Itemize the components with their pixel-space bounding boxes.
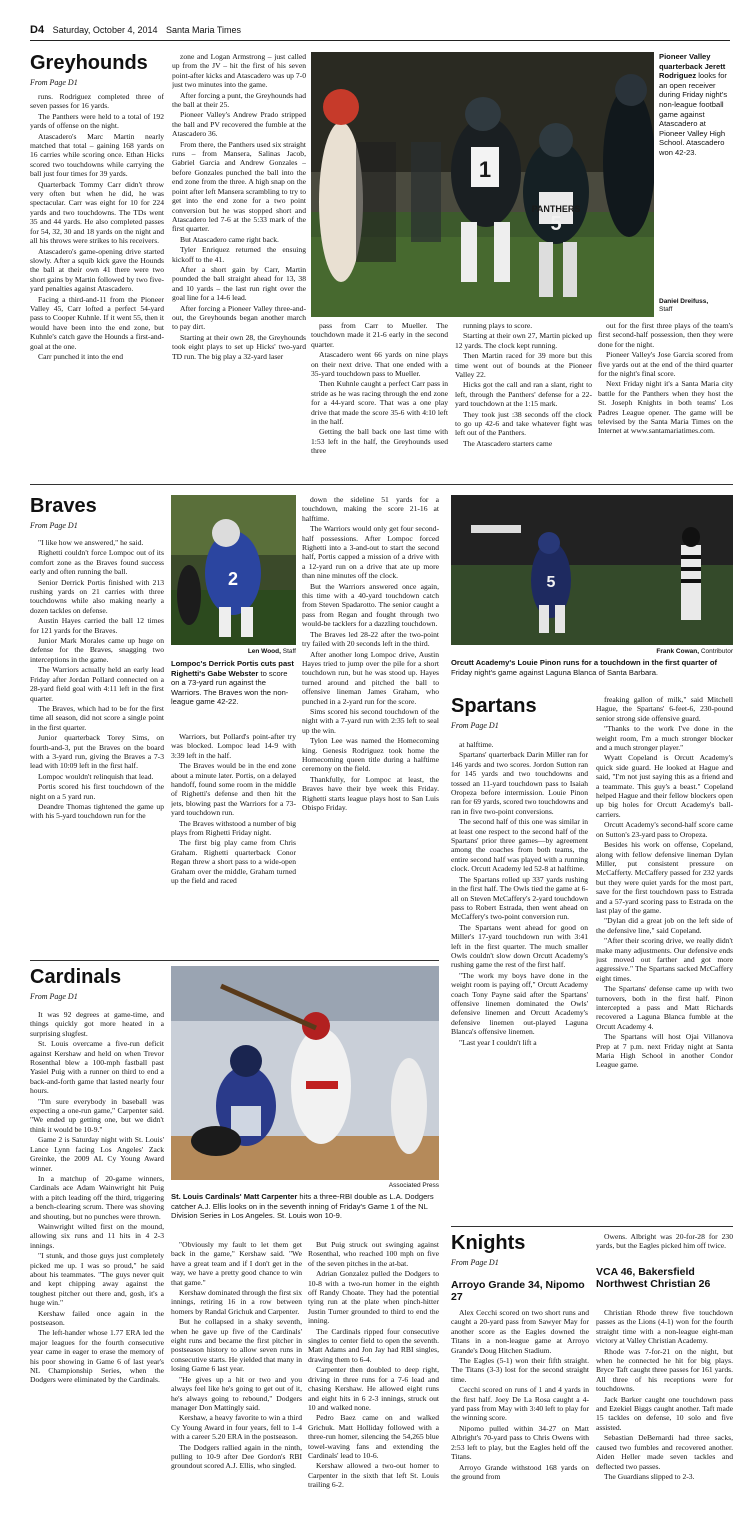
- cardinals-credit: Associated Press: [388, 1182, 439, 1189]
- paragraph: Adrian Gonzalez pulled the Dodgers to 10-8 with a two-run homer in the eighth off Randy Choate. They had the potential tying run at the plate when pinch-hitter Justin Turner grounded to third to end the inning.: [308, 1269, 439, 1326]
- spartans-headline: Spartans: [451, 695, 537, 717]
- paragraph: But Atascadero came right back.: [180, 234, 279, 244]
- knights-subhead-2: VCA 46, Bakersfield Northwest Christian 26: [596, 1266, 711, 1290]
- cardinals-photo-svg: [171, 966, 439, 1180]
- cardinals-heading: [30, 966, 165, 1007]
- paragraph: Warriors, but Pollard's point-after try was blocked. Lompoc lead 14-9 with 3:39 left in the half.: [171, 732, 296, 760]
- paragraph: Facing a third-and-11 from the Pioneer Valley 45, Carr lofted a perfect 54-yard pass to Cooper Kuhnle. If it went 55, then it would have been into the end zone, but Kuhnle's catch gave the Hounds a first-and-goal at the one.: [30, 294, 164, 351]
- paragraph: runs. Rodriguez completed three of seven passes for 16 yards.: [30, 92, 164, 111]
- paragraph: Lompoc wouldn't relinquish that lead.: [38, 771, 154, 781]
- greyhounds-col-1: [30, 92, 164, 472]
- paragraph: Arroyo Grande withstood 168 yards on the ground from: [451, 1462, 589, 1481]
- paragraph: The Warriors would only get four second-half possessions. After Lompoc forced Righetti into a 3-and-out to start the second half, Portis capped a mission of a drive with a 12-yard run on a drive that ate up more than nine minutes off the clock.: [302, 524, 439, 581]
- spartans-col-1: [451, 740, 588, 1222]
- paragraph: Starting at their own 28, the Greyhounds took eight plays to set up Hicks' two-yard TD run. The big play a 32-yard laser: [172, 332, 306, 361]
- divider: [30, 484, 733, 485]
- paragraph: After forcing a Pioneer Valley three-and-out, the Greyhounds began another march to pay dirt.: [172, 303, 306, 332]
- paragraph: Christian Rhode threw five touchdown passes as the Lions (4-1) won for the fourth straight time with a non-league eight-man victory at Valley Christian Academy.: [596, 1308, 733, 1346]
- paragraph: Pedro Baez came on and walked Grichuk. Matt Holliday followed with a three-run homer, silencing the 54,265 blue towel-waving fans and extending the Cardinals' lead to 10-6.: [308, 1413, 439, 1460]
- divider: [30, 960, 439, 961]
- paragraph: Junior Mark Morales came up huge on defense for the Braves, snagging two interceptions in the game.: [30, 636, 164, 664]
- paragraph: Nipomo pulled within 34-27 on Matt Albright's 70-yard pass to Chris Owens with 2:53 left to play, but the Eagles held off the Titans.: [451, 1423, 589, 1462]
- spartans-photo-svg: [451, 495, 733, 645]
- paragraph: Next Friday night it's a Santa Maria city battle for the Panthers when they host the St. Joseph Knights in both teams' Los Padres League opener. The game will be televised by the Santa Maria Times on the Internet at www.santamariatimes.com.: [598, 379, 733, 436]
- cardinals-col-2: [171, 1240, 302, 1514]
- paragraph: Wyatt Copeland is Orcutt Academy's quick side guard. He looked at Hague and said, "I'm not just saying this as a friend and a teammate. This guy's a beast." Copeland helped Hague and their fellow blockers open up big holes for Orcutt Academy's ball-carriers.: [596, 753, 733, 819]
- paragraph: "Dylan did a great job on the left side of the defensive line," said Copeland.: [596, 916, 733, 935]
- paragraph: But the Warriors answered once again, this time with a 40-yard touchdown catch from Steven Spadarotto. The senior caught a pass from Regan and fought through two would-be tacklers for a dazzling touchdown.: [302, 581, 439, 629]
- jersey-team-text: PANTHERS: [531, 204, 581, 214]
- paragraph: Spartans' quarterback Darin Miller ran for 146 yards and two scores. Jordon Sutton ran for 145 yards and two touchdowns and tossed an 11-yard touchdown pass to Isaiah Oropeza before intermission. Louie Pinon ran for 69 yards, scored two touchdowns and ran in five two-point conversions.: [451, 750, 588, 816]
- greyhounds-credit-org: Staff: [659, 306, 673, 313]
- paragraph: Atascadero went 66 yards on nine plays on their next drive. That one ended with a 35-yard touchdown pass to Mueller.: [311, 350, 448, 379]
- paragraph: The Atascadero starters came: [463, 438, 553, 448]
- paragraph: pass from Carr to Mueller. The touchdown made it 21-6 early in the second quarter.: [311, 321, 448, 349]
- jersey-number-1: 1: [478, 157, 492, 182]
- greyhounds-headline: Greyhounds: [30, 52, 148, 74]
- braves-col-1: [30, 538, 164, 958]
- paragraph: zone and Logan Armstrong – just called up from the JV – hit the first of his seven point-after kicks and Atascadero was up 7-0 just two minutes into the game.: [172, 52, 306, 90]
- paragraph: The Braves led 28-22 after the two-point try failed with 20 seconds left in the third.: [302, 629, 439, 649]
- greyhounds-caption: [659, 52, 733, 158]
- paragraph: Sims scored his second touchdown of the night with a 7-yard run with 2:35 left to seal up the win.: [302, 706, 439, 735]
- spartans-jersey: 5: [546, 574, 556, 591]
- braves-credit: [171, 648, 296, 655]
- paragraph: The Braves, which had to be for the first time all season, did not score a single point in the first quarter.: [30, 703, 164, 732]
- paragraph: Portis scored his first touchdown of the night on a 5 yard run.: [30, 782, 164, 801]
- paragraph: Orcutt Academy's second-half score came on Sutton's 23-yard pass to Oropeza.: [596, 820, 733, 839]
- paragraph: Righetti couldn't force Lompoc out of its comfort zone as the Braves found success early and often running the ball.: [30, 548, 164, 577]
- spartans-credit: [451, 648, 733, 655]
- paragraph: "Thanks to the work I've done in the weight room, I'm a much stronger blocker and a much stronger player.": [596, 724, 733, 753]
- paragraph: Owens. Albright was 20-for-28 for 230 yards, but the Eagles picked him off twice.: [596, 1232, 733, 1251]
- spartans-caption-text: Friday night's game against Laguna Blanca of Santa Barbara.: [451, 667, 659, 677]
- spartans-jump: From Page D1: [451, 721, 499, 730]
- paragraph: Austin Hayes carried the ball 12 times for 121 yards for the Braves.: [30, 616, 164, 635]
- paragraph: The Spartans will host Ojai Villanova Prep at 7 p.m. next Friday night at Santa Maria High School in another Condor League game.: [596, 1032, 733, 1070]
- paragraph: Atascadero's game-opening drive started slowly. After a squib kick gave the Hounds the ball at their own 41 there were two short gains by Martin followed by two five-yard penalties against Atascadero.: [30, 246, 164, 294]
- paragraph: The first big play came from Chris Graham. Righetti quarterback Conor Regan threw a short pass to a wide-open Graham over the middle, Graham turned up the field and raced: [171, 838, 296, 886]
- cardinals-caption: [171, 1192, 439, 1221]
- paragraph: Kershaw, a heavy favorite to win a third Cy Young Award in four years, fell to 1-4 with a career 5.20 ERA in the postseason.: [171, 1413, 302, 1442]
- page-number: D4: [30, 24, 45, 36]
- paragraph: Wainwright wilted first on the mound, allowing six runs and 11 hits in 4 2-3 innings.: [30, 1221, 164, 1250]
- paragraph: Sebastian DeBernardi had three sacks, caused two fumbles and recovered another. Aiden Heller made seven tackles and deflected two passes.: [596, 1433, 733, 1471]
- paragraph: "I'm sure everybody in baseball was expecting a one-run game," Carpenter said. "We ended up getting one, but we didn't think it would be 10-9.": [30, 1096, 164, 1134]
- knights-heading: [451, 1232, 591, 1273]
- paragraph: "Last year I couldn't lift a: [459, 1037, 537, 1047]
- paragraph: The left-hander whose 1.77 ERA led the major leagues for the fourth consecutive year came in eager to erase the memory of his poor showing in Game 6 of last year's NL Championship Series, when the Dodgers were eliminated by the Cardinals.: [30, 1328, 164, 1385]
- paragraph: It was 92 degrees at game-time, and things quickly got more heated in a surprising slugfest.: [30, 1010, 164, 1038]
- greyhounds-heading: [30, 52, 165, 93]
- paper-name: Santa Maria Times: [166, 25, 242, 35]
- knights-sub2-wrap: [596, 1262, 733, 1296]
- paragraph: After forcing a punt, the Greyhounds had the ball at their 25.: [172, 90, 306, 110]
- braves-caption-bold: Lompoc's Derrick Portis cuts past Righetti's Gabe Webster: [171, 659, 294, 678]
- paragraph: out for the first three plays of the team's first second-half possession, then they were done for the night.: [598, 321, 733, 349]
- paragraph: Game 2 is Saturday night with St. Louis' Lance Lynn facing Los Angeles' Zack Greinke, the 2009 AL Cy Young Award winner.: [30, 1135, 164, 1173]
- paragraph: Deandre Thomas tightened the game up with his 5-yard touchdown run for the: [30, 801, 164, 821]
- paragraph: Rhode was 7-for-21 on the night, but when he connected he hit for big plays. Bryce Taft caught three passes for 161 yards. All three of his receptions were for touchdowns.: [596, 1346, 733, 1394]
- paragraph: The Braves withstood a number of big plays from Righetti Friday night.: [171, 818, 296, 838]
- paragraph: Kershaw dominated through the first six innings, retiring 16 in a row between homers by Randal Grichuk and Carpenter.: [171, 1288, 302, 1316]
- divider: [451, 1226, 733, 1227]
- spartans-credit-org: Contributor: [700, 648, 733, 655]
- cardinals-headline: Cardinals: [30, 966, 122, 988]
- paragraph: The Dodgers rallied again in the ninth, pulling to 10-9 after Dee Gordon's RBI groundout scored A.J. Ellis, who singled.: [171, 1442, 302, 1471]
- paragraph: The second half of this one was similar in at least one respect to the second half of the Spartans' prior three games—by agreement among the coaches from both teams, the entire second half was played with a running clock. Orcutt Academy led 52-8 at halftime.: [451, 817, 588, 874]
- paragraph: Tyler Enriquez returned the ensuing kickoff to the 41.: [172, 245, 306, 264]
- greyhounds-col-3: [311, 321, 448, 476]
- knights-col-2: [596, 1308, 733, 1514]
- paragraph: Junior quarterback Torey Sims, on fourth-and-3, put the Braves on the board with a 3-yard run, giving the Braves a 7-3 lead with 10:09 left in the first half.: [30, 733, 164, 771]
- braves-col-3: [302, 495, 439, 958]
- greyhounds-col-4: [455, 321, 592, 476]
- paragraph: running plays to score.: [463, 321, 533, 330]
- braves-col-2: [171, 732, 296, 958]
- paragraph: "I like how we answered," he said.: [38, 538, 144, 547]
- braves-caption: [171, 659, 296, 707]
- cardinals-col-1: [30, 1010, 164, 1514]
- paragraph: freaking gallon of milk," said Mitchell Hague, the Spartans' 6-feet-6, 230-pound senior strong side offensive guard.: [596, 695, 733, 723]
- cardinals-jump: From Page D1: [30, 992, 78, 1001]
- paragraph: Besides his work on offense, Copeland, along with fellow defensive lineman Dylan Miller, put consistent pressure on McCafferty. McCaffery passed for 232 yards but they were quiet yards for the most part, save for the first touchdown pass to Estrada and a 57-yard scoring pass to Estrada on the last play of the game.: [596, 840, 733, 915]
- paragraph: After a short gain by Carr, Martin pounded the ball straight ahead for 13, 38 and 10 yards – the last run right over the goal line for a 14-6 lead.: [172, 264, 306, 303]
- paragraph: Pioneer Valley's Andrew Prado stripped the ball and PV recovered the fumble at the Atascadero 36.: [172, 110, 306, 139]
- spartans-photo: [451, 495, 733, 645]
- knights-subhead-1: Arroyo Grande 34, Nipomo 27: [451, 1279, 585, 1303]
- spartans-col-2: [596, 695, 733, 1222]
- paragraph: Getting the ball back one last time with 1:53 left in the half, the Greyhounds used three: [311, 427, 448, 456]
- paragraph: Alex Cecchi scored on two short runs and caught a 20-yard pass from Sawyer May for another score as the Eagles downed the Titans in a non-league game at Arroyo Grande's Doug Hitchen Stadium.: [451, 1308, 589, 1355]
- paragraph: Kershaw allowed a two-out homer to Carpenter in the sixth that left St. Louis trailing 6-2.: [308, 1461, 439, 1490]
- greyhounds-credit: [659, 298, 733, 314]
- paragraph: From there, the Panthers used six straight runs – from Mansera, Salinas Jacob, Gabriel Garcia and Andrew Gonzales – before Gonzales punched the ball into the end zone from the three. A high snap on the point after left Mansera scrambling to try to get into the end zone for a two point conversion but he was stopped short and Atascadero led 7-6 at the 5:33 mark of the first quarter.: [172, 139, 306, 234]
- paragraph: Starting at their own 27, Martin picked up 12 yards. The clock kept running.: [455, 331, 592, 350]
- braves-heading: [30, 495, 165, 536]
- paragraph: "The work my boys have done in the weight room is paying off," Orcutt Academy coach Tony Payne said after the Spartans' offensive linemen dominated the Owls' defensive linemen and Orcutt Academy's defensive linemen out-played Laguna Blanca's offensive linemen.: [451, 970, 588, 1037]
- paragraph: Carr punched it into the end: [38, 351, 123, 361]
- paragraph: "Obviously my fault to let them get back in the game," Kershaw said. "We have a great team and if I don't get in the way, we have a pretty good chance to win that game.": [171, 1240, 302, 1287]
- paragraph: After another long Lompoc drive, Austin Hayes tried to jump over the pile for a short touchdown run, but he was stood up. Hayes turned around and pitched the ball to offensive lineman James Graham, who punched in a 2-yard run for the score.: [302, 649, 439, 706]
- greyhounds-jump: From Page D1: [30, 78, 78, 87]
- greyhounds-caption-bold: Pioneer Valley quarterback Jerett Rodriguez: [659, 52, 726, 81]
- paragraph: The Spartans went ahead for good on Miller's 17-yard touchdown run with 3:41 left in the first quarter. The much smaller Owls couldn't slow down Orcutt Academy's rushing game the rest of the first half.: [451, 922, 588, 970]
- paragraph: "He gives up a hit or two and you always feel like he's going to get out of it, he's always going to rebound," Dodgers manager Don Mattingly said.: [171, 1374, 302, 1412]
- paragraph: Atascadero's Marc Martin nearly matched that total – gaining 168 yards on 16 carries while scoring once. Ethan Hicks scored two touchdowns while carrying the ball just four times for 39 yards.: [30, 131, 164, 179]
- paragraph: The Braves would be in the end zone about a minute later. Portis, on a delayed handoff, found some room in the middle of Righetti's defense and then hit the jets, blowing past the Warriors for a 73-yard touchdown run.: [171, 761, 296, 818]
- spartans-heading: [451, 695, 591, 736]
- braves-headline: Braves: [30, 495, 97, 517]
- spartans-caption: [451, 658, 733, 677]
- paragraph: The Spartans' defense came up with two turnovers, both in the first half. Pinon intercepted a pass and Matt Richards recovered a Laguna Blanca fumble at the Orcutt Academy 4.: [596, 984, 733, 1031]
- spartans-caption-bold: Orcutt Academy's Louie Pinon runs for a touchdown in the first quarter of: [451, 658, 718, 667]
- paragraph: "I stunk, and those guys just completely picked me up. I was so proud," he said about his teammates. "The guys never quit and kept chipping away against the toughest pitcher out there and, gosh, it's a huge win.": [30, 1251, 164, 1308]
- paragraph: St. Louis overcame a five-run deficit against Kershaw and held on when Trevor Rosenthal blew a 100-mph fastball past Yasiel Puig with a runner on third to end a back-and-forth game that lasted nearly four hours.: [30, 1039, 164, 1096]
- paragraph: The Spartans rolled up 337 yards rushing in the first half. The Owls tied the game at 6-all on Steven McCaffery's 2-yard touchdown pass to Robert Estrada, then went ahead on McCaffery's two-point conversion run.: [451, 874, 588, 922]
- paragraph: But he collapsed in a shaky seventh, when he gave up five of the Cardinals' eight runs and became the first pitcher in postseason history to allow seven runs in consecutive starts. He yielded that many in losing Game 6 last year.: [171, 1317, 302, 1374]
- cardinals-photo: [171, 966, 439, 1180]
- braves-jump: From Page D1: [30, 521, 78, 530]
- braves-caption-text: to score on a 73-yard run against the Warriors. The Braves won the non-league game 42-22.: [171, 668, 289, 707]
- paragraph: Tylon Lee was named the Homecoming king. Genesis Rodriguez took home the Homecoming queen title during a halftime ceremony on the field.: [302, 736, 439, 774]
- paragraph: Thankfully, for Lompoc at least, the Braves have their bye week this Friday. Righetti starts league plays host to San Luis Obispo Friday.: [302, 774, 439, 812]
- greyhounds-credit-name: Daniel Dreifuss,: [659, 298, 709, 305]
- paragraph: "After their scoring drive, we really didn't make many adjustments. Our defensive ends just moved out farther and got more aggressive." The Spartans sacked McCaffery eight times.: [596, 936, 733, 983]
- cardinals-caption-bold: St. Louis Cardinals' Matt Carpenter: [171, 1192, 298, 1201]
- knights-col-2-top: [596, 1232, 733, 1260]
- football-photo-svg: [311, 52, 654, 317]
- paragraph: Carpenter then doubled to deep right, driving in three runs for a 7-6 lead and chasing Kershaw. He allowed eight runs and eight hits in 6 2-3 innings, struck out 10 and walked none.: [308, 1365, 439, 1412]
- paragraph: The Warriors actually held an early lead Friday after Jordan Pollard connected on a 28-yard field goal with 4:11 left in the first quarter.: [30, 665, 164, 703]
- braves-jersey: 2: [227, 569, 239, 589]
- cardinals-col-3: [308, 1240, 439, 1514]
- paragraph: Cecchi scored on runs of 1 and 4 yards in the first half. Joey De La Rosa caught a 4-yard pass from May with 3:40 left to play for the winning score.: [451, 1385, 589, 1423]
- paragraph: Senior Derrick Portis finished with 213 rushing yards on 21 carries with three touchdowns while also making nearly a dozen tackles on defense.: [30, 577, 164, 615]
- spartans-credit-name: Frank Cowan,: [656, 648, 700, 655]
- greyhounds-photo: [311, 52, 654, 317]
- knights-sub1-wrap: [451, 1275, 589, 1309]
- paragraph: Quarterback Tommy Carr didn't throw very often but when he did, he was spectacular. Carr was eight for 10 for 224 yards and two touchdowns. The TDs went 35 and 44 yards. He also completed passes for 54, 32, 30 and 18 yards on the night and all his throws were strikes to his receivers.: [30, 179, 164, 246]
- paragraph: Then Martin raced for 39 more but this time went out of bounds at the Pioneer Valley 22.: [455, 351, 592, 380]
- knights-col-1: [451, 1308, 589, 1514]
- braves-photo: [171, 495, 296, 645]
- paragraph: The Panthers were held to a total of 192 yards of offense on the night.: [30, 111, 164, 131]
- braves-credit-name: Len Wood,: [247, 648, 281, 655]
- paragraph: In a matchup of 20-game winners, Cardinals ace Adam Wainwright hit Puig with a pitch leading off the third, triggering a bench-clearing scrum. There was shoving and shouting, but no punches were thrown.: [30, 1173, 164, 1221]
- greyhounds-col-5: [598, 321, 733, 476]
- paragraph: The Cardinals ripped four consecutive singles to center field to open the seventh. Matt Adams and Jon Jay had RBI singles, drawing them to 6-4.: [308, 1326, 439, 1364]
- knights-jump: From Page D1: [451, 1258, 499, 1267]
- greyhounds-col-2: [172, 52, 306, 472]
- jersey-number-5: 5: [550, 213, 562, 235]
- paragraph: Pioneer Valley's Jose Garcia scored from five yards out at the end of the third quarter for the night's final score.: [598, 350, 733, 379]
- paragraph: at halftime.: [459, 740, 494, 749]
- paragraph: The Eagles (5-1) won their fifth straight. The Titans (3-3) lost for the second straight time.: [451, 1356, 589, 1384]
- paragraph: But Puig struck out swinging against Rosenthal, who reached 100 mph on five of the seven pitches in the at-bat.: [308, 1240, 439, 1268]
- paragraph: The Guardians slipped to 2-3.: [604, 1471, 695, 1481]
- cardinals-caption-text: hits a three-RBI double as L.A. Dodgers catcher A.J. Ellis looks on in the seventh inning of Friday's Game 1 of the NL Division Series in Los Angeles. St. Louis won 10-9.: [171, 1192, 434, 1221]
- page-header: [30, 24, 730, 41]
- greyhounds-caption-text: looks for an open receiver during Friday night's non-league football game against Atascadero at Pioneer Valley High School. Atascadero won 42-23.: [659, 71, 728, 157]
- paragraph: Hicks got the call and ran a slant, right to left, through the Panthers' defense for a 22-yard touchdown at the 1:15 mark.: [455, 380, 592, 409]
- paragraph: They took just :38 seconds off the clock to go up 42-6 and take whatever fight was left out of the Panthers.: [455, 409, 592, 438]
- braves-credit-org: Staff: [282, 648, 296, 655]
- braves-photo-svg: [171, 495, 296, 645]
- paragraph: Then Kuhnle caught a perfect Carr pass in stride as he was racing through the end zone for a 44-yard score. That was a one play drive that made the score 35-6 with 4:10 left in the half.: [311, 379, 448, 427]
- page-date: Saturday, October 4, 2014: [52, 25, 158, 35]
- paragraph: down the sideline 51 yards for a touchdown, making the score 21-16 at halftime.: [302, 495, 439, 523]
- paragraph: Jack Barker caught one touchdown pass and Ezekiel Biggs caught another. Taft made 15 tackles on defense, 10 solo and five assisted.: [596, 1394, 733, 1432]
- knights-headline: Knights: [451, 1232, 526, 1254]
- paragraph: Kershaw failed once again in the postseason.: [30, 1308, 164, 1327]
